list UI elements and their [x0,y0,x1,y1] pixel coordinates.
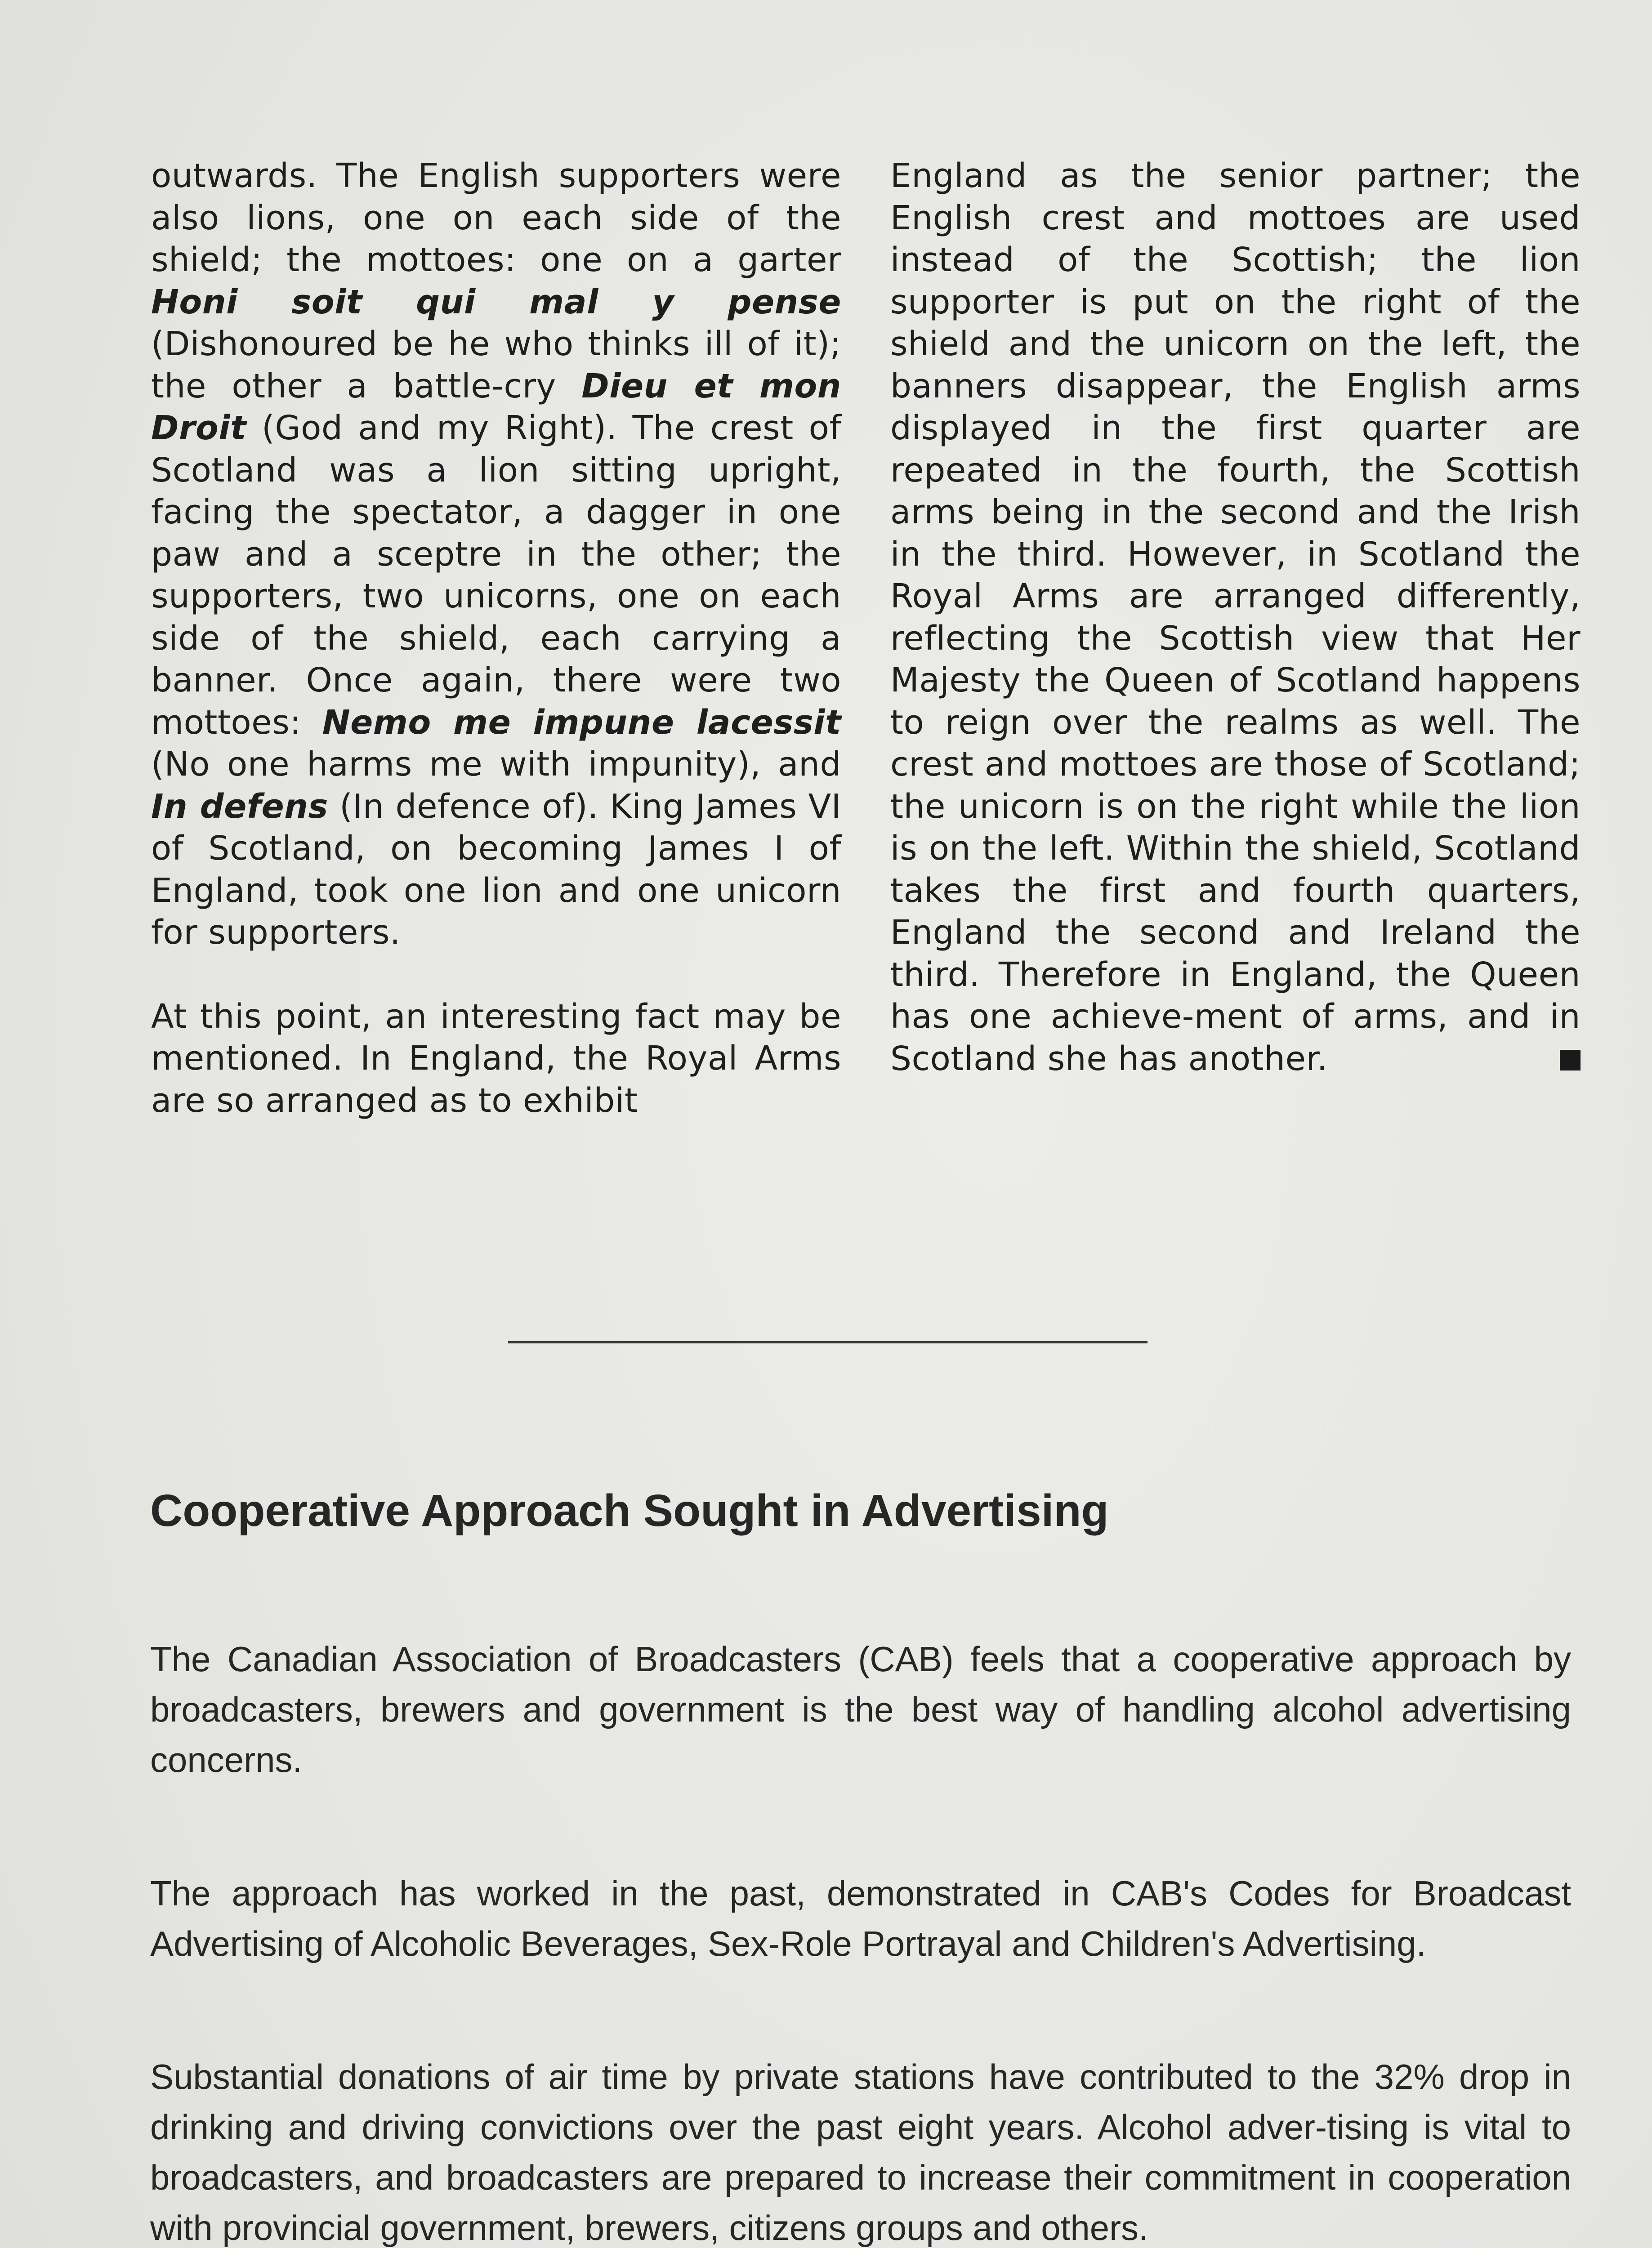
article-paragraph-3-text: Substantial donations of air time by private stations have contributed to the 32% drop in drinking and driving convictions over the past eight years. Alcohol adver-tising is vital to broadcasters, and broadcasters are prepared to increase their commitment in cooperation with provincial government, brewers, citizens groups and others. [150,2057,1571,2248]
right-paragraph-1 [890,155,1581,1080]
right-p1-text: England as the senior partner; the English crest and mottoes are used instead of the Scottish; the lion supporter is put on the right of the shield and the unicorn on the left, the banners disappear, the English arms displayed in the first quarter are repeated in the fourth, the Scottish arms being in the second and the Irish in the third. However, in Scotland the Royal Arms are arranged differently, reflecting the Scottish view that Her Majesty the Queen of Scotland happens to reign over the realms as well. The crest and mottoes are those of Scotland; the unicorn is on the right while the lion is on the left. Within the shield, Scotland takes the first and fourth quarters, England the second and Ireland the third. Therefore in England, the Queen has one achieve-ment of arms, and in Scotland she has another. [890,156,1581,1078]
motto-in-defens: In defens [151,787,328,826]
end-of-article-square-icon [1560,1050,1581,1070]
left-paragraph-2: At this point, an interesting fact may be mentioned. In England, the Royal Arms are so arranged as to exhibit [151,997,841,1120]
left-p1-text-4: (No one harms me with impunity), and [151,745,841,784]
motto-honi-soit: Honi soit qui mal y pense [151,282,841,321]
article-title: Cooperative Approach Sought in Advertising [150,1485,1109,1536]
left-p1-text-5: (In defence of). King James VI of Scotland, on becoming James I of England, took one lion and one unicorn for supporters. [151,787,842,952]
left-paragraph-1 [151,155,841,954]
article-paragraph-3 [150,2052,1571,2248]
motto-dieu-et-mon-droit: Dieu et mon Droit [151,366,841,447]
article-paragraph-1 [150,1634,1571,1785]
section-divider [508,1341,1147,1343]
left-p1-text-3: (God and my Right). The crest of Scotland was a lion sitting upright, facing the spectator, a dagger in one paw and a sceptre in the other; the supporters, two unicorns, one on each side of the shield, each carrying a banner. Once again, there were two mottoes: [151,409,841,742]
article-paragraph-2-text: The approach has worked in the past, demonstrated in CAB's Codes for Broadcast Advertising of Alcoholic Beverages, Sex-Role Portrayal and Children's Advertising. [150,1873,1571,1963]
article-paragraph-1-text: The Canadian Association of Broadcasters (CAB) feels that a cooperative approach by broadcasters, brewers and government is the best way of handling alcohol advertising concerns. [150,1639,1571,1780]
article-paragraph-2 [150,1868,1571,1969]
left-p1-text-1: outwards. The English supporters were also lions, one on each side of the shield; the mottoes: one on a garter [151,156,841,279]
left-column [151,155,841,1122]
motto-nemo-me-impune: Nemo me impune lacessit [322,703,841,742]
right-column [890,155,1581,1080]
left-p1-text-2: (Dishonoured be he who thinks ill of it); the other a battle-cry [151,325,841,406]
